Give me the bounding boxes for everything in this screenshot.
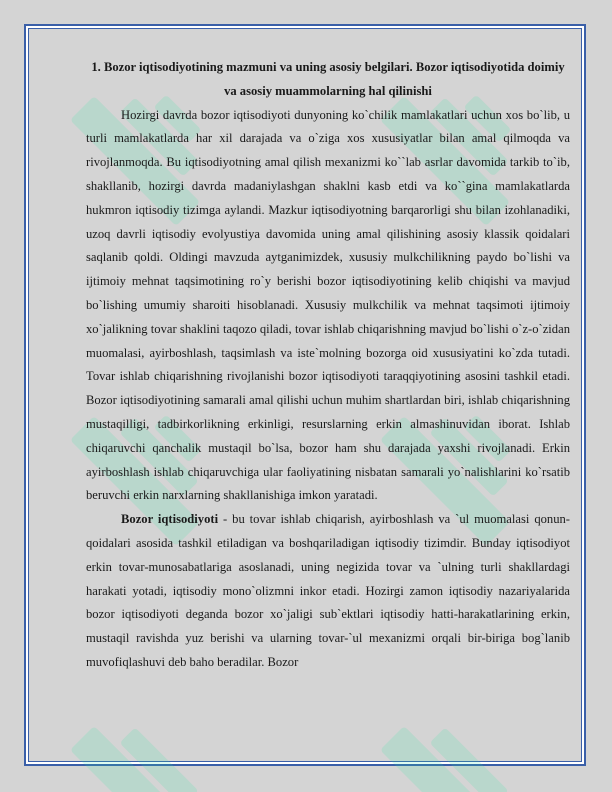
definition-text: - bu tovar ishlab chiqarish, ayirboshlash va `ul muomalasi qonun-qoidalari asosida tashkil etiladigan va boshqariladigan iqtisodiy tizimdir. Bunday iqtisodiyot erkin tovar-munosabatlariga asoslanadi, uning negizida tovar va `ulning turli shakllardagi harakati yotadi, iqtisodiy mono`olizmni inkor etadi. Hozirgi zamon iqtisodiy nazariyalarida bozor iqtisodiyoti deganda bozor xo`jaligi sub`ektlari iqtisodiy hatti-harakatlarining erkin, mustaqil ravishda yuz berishi va ularning tovar-`ul mexanizmi orqali bir-biriga bog`lanib muvofiqlashuvi deb baho beradilar. Bozor [86, 512, 570, 669]
section-heading: 1. Bozor iqtisodiyotining mazmuni va uning asosiy belgilari. Bozor iqtisodiyotida doimiy va asosiy muammolarning hal qilinishi [91, 60, 565, 98]
defined-term: Bozor iqtisodiyoti [121, 512, 219, 527]
paragraph-definition [86, 508, 570, 675]
paragraph-intro: Hozirgi davrda bozor iqtisodiyoti dunyoning ko`chilik mamlakatlari uchun xos bo`lib, u turli mamlakatlarda har xil darajada va o`ziga xos xususiyatlar bilan amal qilmoqda va rivojlanmoqda. Bu iqtisodiyotning amal qilish mexanizmi ko``lab asrlar davomida tarkib to`ib, shakllanib, hozirgi davrda madaniylashgan shaklni kasb etdi va ko``gina mamlakatlarda hukmron iqtisodiy tizimga aylandi. Mazkur iqtisodiyotning barqarorligi shu bilan izohlanadiki, uzoq davrli iqtisodiy evolyustiya davomida uning amal qilishining asosiy klassik qoidalari saqlanib qoldi. Oldingi mavzuda aytganimizdek, xususiy mulkchilikning paydo bo`lishi va ijtimoiy mehnat taqsimotining ro`y berishi bozor iqtisodiyotining kelib chiqishi va mavjud bo`lishing umumiy sharoiti hisoblanadi. Xususiy mulkchilik va mehnat taqsimoti ijtimoiy xo`jalikning tovar shaklini taqozo qiladi, tovar ishlab chiqarishning mavjud bo`lishi o`z-o`zidan muomalasi, ayirboshlash, taqsimlash va iste`molning bozorga oid xususiyatini ko`zda tutadi. Tovar ishlab chiqarishning rivojlanishi bozor iqtisodiyoti taraqqiyotining asosini tashkil etadi. Bozor iqtisodiyotining samarali amal qilishi uchun muhim shartlardan biri, ishlab chiqarishning mustaqilligi, tadbirkorlikning erkinligi, resurslarning erkin almashinuvidan iborat. Ishlab chiqaruvchi qanchalik mustaqil bo`lsa, bozor ham shu darajada yaxshi rivojlanadi. Erkin ayirboshlash ishlab chiqaruvchiga ular faoliyatining nisbatan samarali yo`nalishlarini ko`rsatib beruvchi erkin narxlarning shakllanishiga imkon yaratadi. [86, 107, 570, 503]
document-body [86, 56, 570, 675]
